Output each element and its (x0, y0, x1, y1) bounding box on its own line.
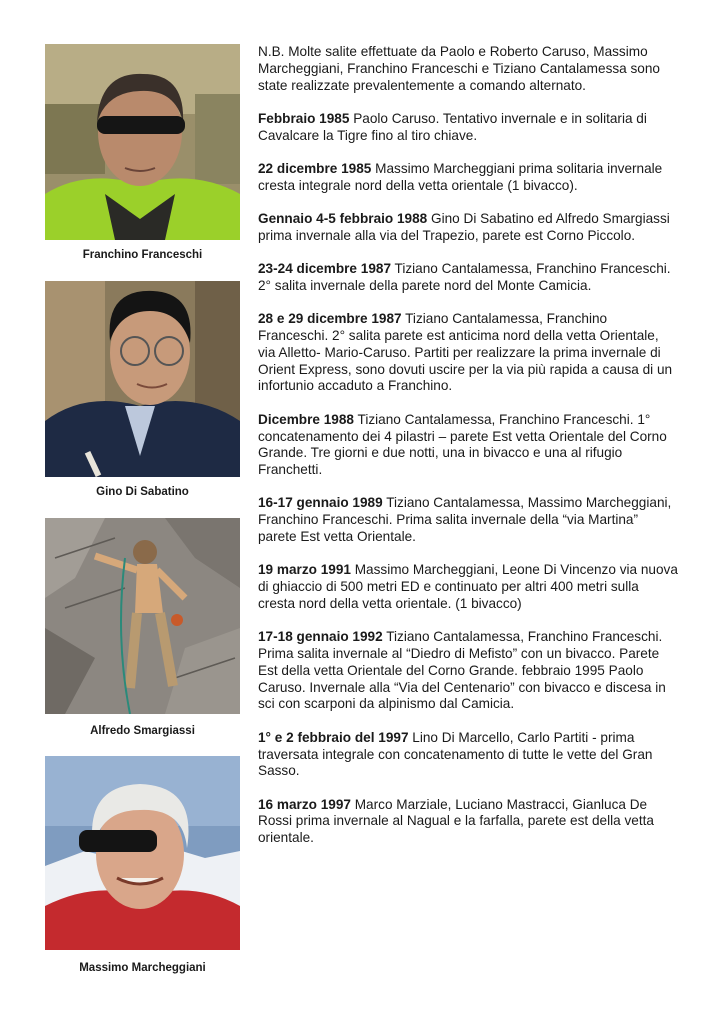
portrait-franchino-franceschi (45, 44, 240, 240)
entry (258, 211, 678, 245)
intro-note: N.B. Molte salite effettuate da Paolo e Roberto Caruso, Massimo Marcheggiani, Franchino Franceschi e Tiziano Cantalamessa sono state realizzate prevalentemente a comando alternato. (258, 44, 660, 93)
entry-text: Tiziano Cantalamessa, Franchino Franceschi. 2° salita parete est anticima nord della vetta Orientale, via Alletto- Mario-Caruso. Partiti per realizzare la prima invernale di Orient Express, sono dovuti uscire per la via più rapida a causa di un infortunio accaduto a Franchino. (258, 311, 673, 394)
photo-alfredo-smargiassi-climbing (45, 518, 240, 714)
entry-text: Lino Di Marcello, Carlo Partiti - prima traversata integrale con concatenamento di tutte le vette del Gran Sasso. (258, 729, 653, 779)
caption-massimo-marcheggiani: Massimo Marcheggiani (79, 962, 206, 974)
entry-date: Gennaio 4-5 febbraio 1988 (258, 211, 428, 227)
entry-text: Paolo Caruso. Tentativo invernale e in solitaria di Cavalcare la Tigre fino al tiro chiave. (258, 110, 647, 143)
entry-date: 16 marzo 1997 (258, 796, 351, 812)
ascents-text-column (258, 44, 678, 863)
entry-text: Tiziano Cantalamessa, Franchino Franceschi. 2° salita invernale della parete nord del Monte Camicia. (258, 261, 671, 293)
entry (258, 797, 678, 847)
entry (258, 562, 678, 612)
entry-date: 22 dicembre 1985 (258, 160, 372, 176)
entry-text: Tiziano Cantalamessa, Franchino Franceschi. 1° concatenamento dei 4 pilastri – parete Est vetta Orientale del Corno Grande. Tre giorni e due notti, una in bivacco e una al rifugio Franchetti. (258, 411, 667, 478)
entry (258, 412, 678, 479)
entry (258, 261, 678, 295)
entry-date: 28 e 29 dicembre 1987 (258, 311, 402, 327)
entry-text: Tiziano Cantalamessa, Massimo Marcheggiani, Franchino Franceschi. Prima salita invernale della “via Martina” parete Est vetta Orientale. (258, 495, 672, 545)
entry-date: Dicembre 1988 (258, 411, 354, 427)
entry (258, 629, 678, 713)
entry (258, 111, 678, 145)
portrait-gino-di-sabatino (45, 281, 240, 477)
entry-date: 17-18 gennaio 1992 (258, 629, 383, 645)
entry-text: Tiziano Cantalamessa, Franchino Franceschi. Prima salita invernale al “Diedro di Mefisto” con un bivacco. Parete Est della vetta Orientale del Corno Grande. febbraio 1995 Paolo Caruso. Invernale alla “Via del Centenario” con bivacco e discesa in sci con scarponi da alpinismo dal Camicia. (258, 629, 666, 712)
entry-date: 16-17 gennaio 1989 (258, 495, 383, 511)
entry-text: Marco Marziale, Luciano Mastracci, Gianluca De Rossi prima invernale al Nagual e la farfalla, parete est della vetta orientale. (258, 796, 654, 846)
entry (258, 161, 678, 195)
entry-text: Massimo Marcheggiani prima solitaria invernale cresta integrale nord della vetta orientale (1 bivacco). (258, 160, 663, 193)
entry-date: 23-24 dicembre 1987 (258, 261, 392, 277)
caption-franchino-franceschi: Franchino Franceschi (82, 249, 203, 261)
caption-alfredo-smargiassi: Alfredo Smargiassi (90, 725, 195, 737)
entry-date: 1° e 2 febbraio del 1997 (258, 729, 409, 745)
entry (258, 311, 678, 395)
entry-date: Febbraio 1985 (258, 110, 350, 126)
entry (258, 730, 678, 780)
portrait-massimo-marcheggiani (45, 756, 240, 950)
entry-text: Gino Di Sabatino ed Alfredo Smargiassi prima invernale alla via del Trapezio, parete est Corno Piccolo. (258, 211, 670, 243)
entry-text: Massimo Marcheggiani, Leone Di Vincenzo via nuova di ghiaccio di 500 metri ED e continuato per altri 400 metri sulla cresta nord della vetta orientale. (1 bivacco) (258, 562, 678, 611)
caption-gino-di-sabatino: Gino Di Sabatino (96, 486, 189, 498)
entry (258, 495, 678, 545)
entry-date: 19 marzo 1991 (258, 562, 351, 578)
